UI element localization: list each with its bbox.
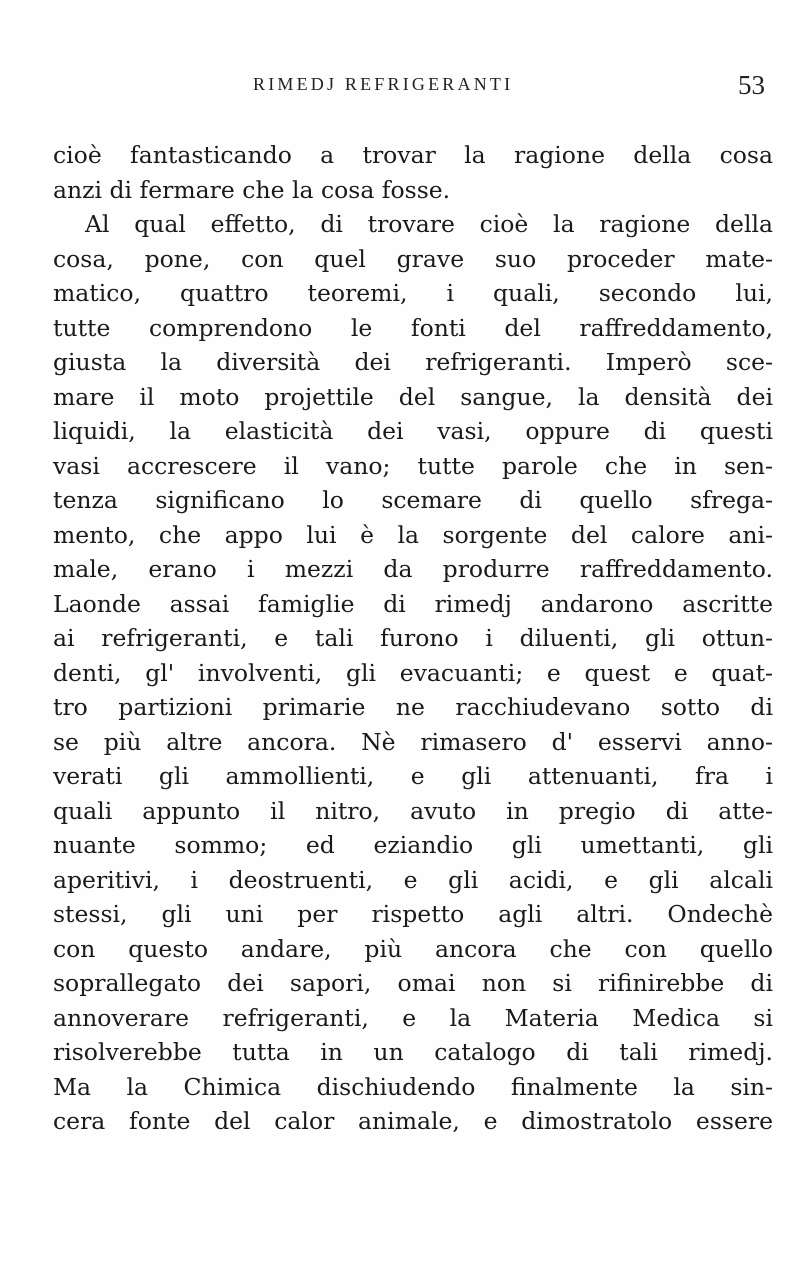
text-line-14: Laonde assai famiglie di rimedj andarono ascritte (53, 589, 773, 618)
text-line-1: cioè fantasticando a trovar la ragione della cosa (53, 141, 773, 169)
text-line-28: Ma la Chimica dischiudendo finalmente la sin- (53, 1072, 773, 1101)
text-line-15: ai refrigeranti, e tali furono i diluenti, gli ottun- (53, 624, 773, 652)
text-line-25: soprallegato dei sapori, omai non si rifinirebbe di (53, 969, 773, 997)
running-head (0, 70, 801, 110)
text-line-16: denti, gl' involventi, gli evacuanti; e quest e quat- (53, 658, 773, 687)
text-line-3: Al qual effetto, di trovare cioè la ragione della (85, 210, 773, 238)
text-line-8: mare il moto projettile del sangue, la densità dei (53, 382, 773, 411)
running-title: RIMEDJ REFRIGERANTI (253, 74, 514, 94)
text-line-12: mento, che appo lui è la sorgente del calore ani- (53, 520, 773, 549)
text-line-20: quali appunto il nitro, avuto in pregio di atte- (53, 796, 773, 825)
text-line-4: cosa, pone, con quel grave suo proceder mate- (53, 244, 773, 273)
text-line-21: nuante sommo; ed eziandio gli umettanti, gli (53, 831, 773, 859)
text-line-24: con questo andare, più ancora che con quello (53, 934, 773, 963)
text-line-26: annoverare refrigeranti, e la Materia Medica si (53, 1003, 773, 1032)
text-line-11: tenza significano lo scemare di quello sfrega- (53, 486, 773, 514)
text-line-22: aperitivi, i deostruenti, e gli acidi, e gli alcali (53, 865, 773, 894)
text-line-5: matico, quattro teoremi, i quali, secondo lui, (53, 279, 773, 307)
text-line-27: risolverebbe tutta in un catalogo di tali rimedj. (53, 1038, 773, 1066)
text-line-19: verati gli ammollienti, e gli attenuanti, fra i (53, 762, 773, 790)
text-line-9: liquidi, la elasticità dei vasi, oppure di questi (53, 417, 773, 445)
text-line-2: anzi di fermare che la cosa fosse. (53, 175, 451, 204)
text-line-17: tro partizioni primarie ne racchiudevano sotto di (53, 693, 773, 721)
text-line-7: giusta la diversità dei refrigeranti. Imperò sce- (53, 348, 773, 376)
text-line-10: vasi accrescere il vano; tutte parole che in sen- (53, 451, 773, 480)
text-line-23: stessi, gli uni per rispetto agli altri. Ondechè (53, 900, 773, 928)
text-line-13: male, erano i mezzi da produrre raffreddamento. (53, 555, 773, 583)
text-line-18: se più altre ancora. Nè rimasero d' esservi anno- (53, 727, 773, 756)
page-number: 53 (738, 70, 765, 100)
text-line-6: tutte comprendono le fonti del raffreddamento, (53, 313, 773, 342)
text-line-29: cera fonte del calor animale, e dimostratolo essere (53, 1107, 773, 1135)
body-text (53, 138, 773, 1139)
